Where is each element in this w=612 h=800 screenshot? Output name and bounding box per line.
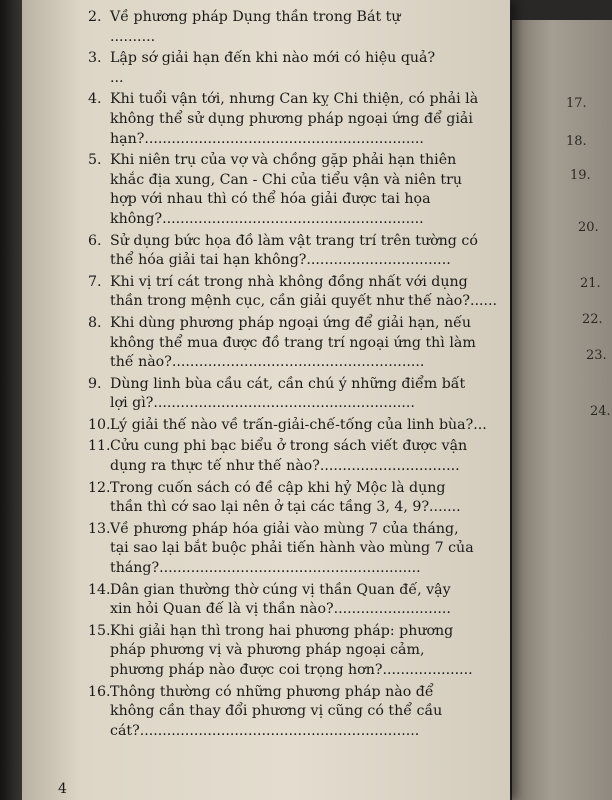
toc-item-text: Lý giải thế nào về trấn-giải-chế-tống của linh bùa?...: [110, 416, 487, 433]
toc-item-text: Thông thường có những phương pháp nào để: [110, 683, 434, 700]
toc-item-text: tháng?..........................................................: [110, 560, 421, 577]
toc-item-number: 9.: [88, 375, 102, 392]
toc-item-text: không?..........................................................: [110, 210, 424, 227]
toc-item-text: Sử dụng bức họa đồ làm vật trang trí trên tường có: [110, 232, 478, 249]
toc-item-text: không cần thay đổi phương vị cũng có thể cầu: [110, 703, 443, 720]
toc-item-text: Khi dùng phương pháp ngoại ứng để giải hạn, nếu: [110, 314, 471, 331]
facing-number: 24.: [590, 404, 611, 419]
facing-number: 23.: [586, 348, 607, 363]
toc-item-text: thế nào?........................................................: [110, 354, 425, 371]
toc-item-number: 6.: [88, 232, 102, 249]
toc-item-text: Lập sớ giải hạn đến khi nào mới có hiệu quả?: [110, 50, 436, 67]
toc-item-text: pháp phương vị và phương pháp ngoại cảm,: [110, 642, 425, 659]
toc-item-number: 12.: [88, 479, 111, 496]
toc-item: [88, 49, 490, 88]
toc-item-text: dụng ra thực tế như thế nào?...............................: [110, 458, 460, 475]
toc-item: [88, 151, 490, 229]
facing-number: 18.: [566, 134, 587, 149]
toc-item-text: thần trong mệnh cục, cần giải quyết như thế nào?......: [110, 293, 498, 310]
toc-item-number: 11.: [88, 438, 111, 455]
table-of-contents: [88, 8, 498, 743]
facing-number: 22.: [582, 312, 603, 327]
toc-item-number: 13.: [88, 520, 111, 537]
toc-item: [88, 416, 490, 436]
toc-item-text: Cửu cung phi bạc biểu ở trong sách viết được vận: [110, 438, 468, 455]
toc-item-text: phương pháp nào được coi trọng hơn?....................: [110, 662, 473, 678]
toc-item-number: 10.: [88, 416, 111, 433]
facing-number: 19.: [570, 168, 591, 183]
toc-item-text: Về phương pháp Dụng thần trong Bát tự: [110, 9, 401, 25]
toc-item: [88, 273, 498, 312]
toc-item-number: 14.: [88, 581, 111, 598]
toc-item-text: Khi tuổi vận tới, nhưng Can kỵ Chi thiện, có phải là: [110, 91, 479, 108]
toc-item-number: 7.: [88, 273, 102, 290]
toc-item: [88, 479, 490, 518]
toc-item: [88, 683, 490, 742]
toc-item-text: lợi gì?..........................................................: [110, 395, 415, 412]
toc-item-text: Về phương pháp hóa giải vào mùng 7 của tháng,: [110, 520, 459, 537]
toc-item: [88, 375, 490, 414]
toc-item-number: 2.: [88, 9, 102, 25]
toc-item-number: 3.: [88, 50, 102, 67]
toc-item-text: không thể sử dụng phương pháp ngoại ứng để giải: [110, 110, 473, 127]
toc-item: [88, 520, 490, 579]
facing-number: 20.: [578, 220, 599, 235]
toc-item-text: khắc địa xung, Can - Chi của tiểu vận và niên trụ: [110, 171, 463, 188]
facing-page: [512, 20, 612, 800]
toc-item-text: cát?..............................................................: [110, 722, 420, 739]
toc-item-text: tại sao lại bắt buộc phải tiến hành vào mùng 7 của: [110, 540, 474, 557]
toc-item-text: hạn?..............................................................: [110, 130, 424, 147]
facing-number: 17.: [566, 96, 587, 111]
toc-item: [88, 581, 490, 620]
toc-item-number: 4.: [88, 91, 102, 108]
toc-item-text: Trong cuốn sách có đề cập khi hỷ Mộc là dụng: [110, 479, 446, 496]
toc-item-text: xin hỏi Quan đế là vị thần nào?..........................: [110, 601, 451, 618]
toc-item: [88, 437, 490, 476]
toc-item: [88, 314, 490, 373]
toc-item-text: thể hóa giải tai hạn không?................................: [110, 252, 451, 269]
toc-item-text: Khi niên trụ của vợ và chồng gặp phải hạn thiên: [110, 152, 457, 169]
toc-item: [88, 232, 490, 271]
facing-number: 21.: [580, 276, 601, 291]
toc-item-text: Khi vị trí cát trong nhà không đồng nhất với dụng: [110, 273, 468, 290]
toc-item: [88, 8, 490, 47]
toc-item-number: 8.: [88, 314, 102, 331]
toc-item-text: không thể mua được đồ trang trí ngoại ứng thì làm: [110, 334, 476, 351]
toc-item-text: thần thì cớ sao lại nên ở tại các tầng 3, 4, 9?.......: [110, 499, 461, 516]
toc-item-text: ...: [110, 69, 124, 86]
toc-item-number: 5.: [88, 152, 102, 169]
toc-item-number: 16.: [88, 683, 111, 700]
toc-item-text: hợp với nhau thì có thể hóa giải được tai họa: [110, 191, 431, 208]
toc-item: [88, 90, 490, 149]
page-number: 4: [58, 781, 67, 797]
toc-item-text: Dân gian thường thờ cúng vị thần Quan đế, vậy: [110, 581, 451, 598]
toc-item-number: 15.: [88, 622, 111, 639]
toc-item-text: ..........: [110, 28, 156, 45]
toc-item-text: Khi giải hạn thì trong hai phương pháp: phương: [110, 622, 454, 639]
toc-item: [88, 622, 490, 681]
toc-item-text: Dùng linh bùa cầu cát, cần chú ý những điểm bất: [110, 375, 466, 392]
book-spine-shadow: [0, 0, 22, 800]
